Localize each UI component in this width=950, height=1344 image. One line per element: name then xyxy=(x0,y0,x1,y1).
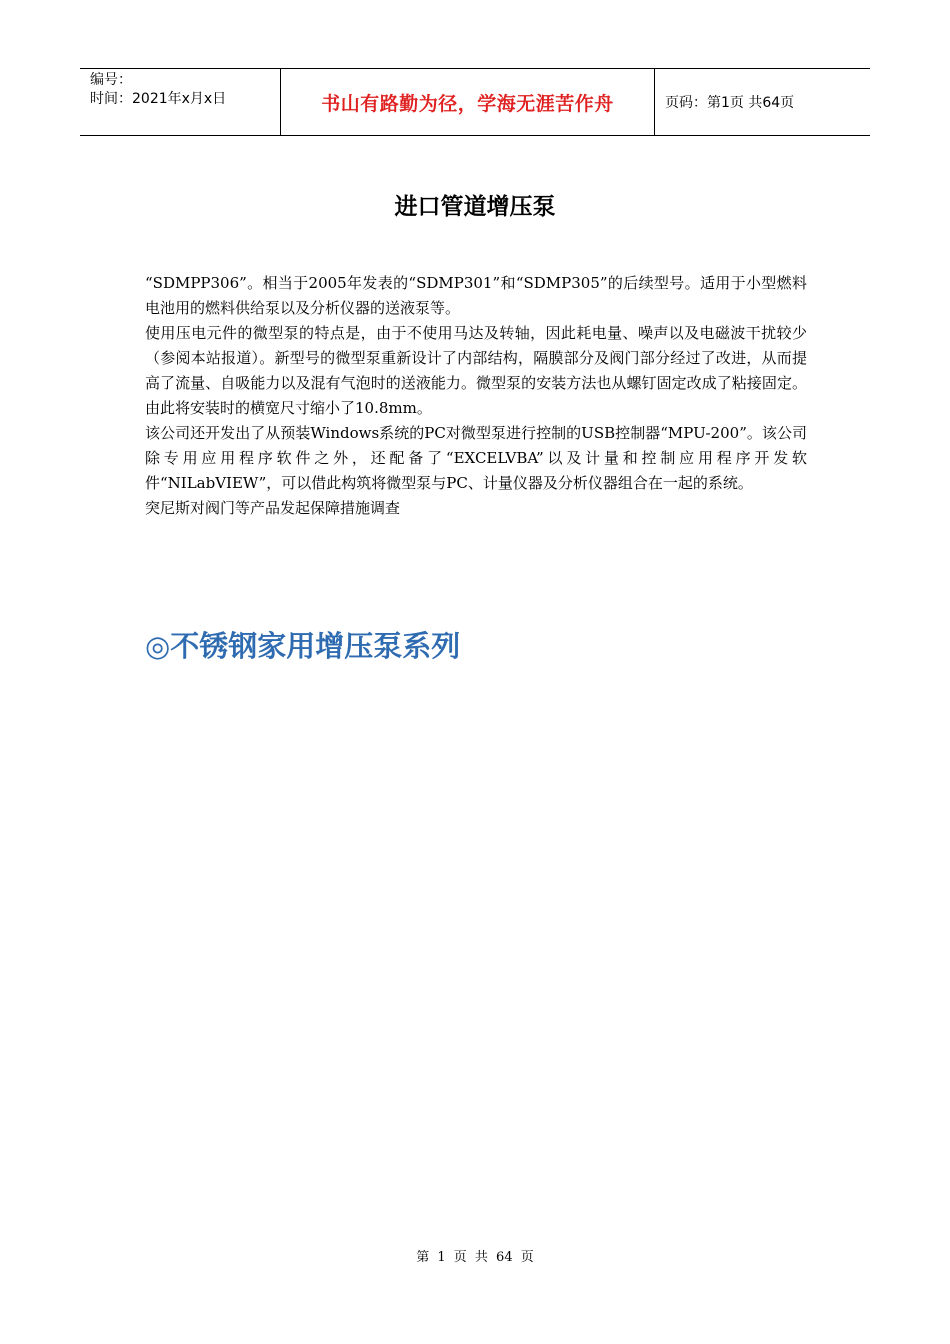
header-page-cell xyxy=(655,69,870,135)
body-text xyxy=(145,271,807,521)
header-page-label: 页码：第1页 共64页 xyxy=(665,95,795,111)
document-number-label: 编号： xyxy=(90,72,132,88)
paragraph: “SDMPP306”。相当于2005年发表的“SDMP301”和“SDMP305”的后续型号。适用于小型燃料电池用的燃料供给泵以及分析仪器的送液泵等。 xyxy=(145,274,807,317)
paragraph: 该公司还开发出了从预装Windows系统的PC对微型泵进行控制的USB控制器“MPU-200”。该公司除专用应用程序软件之外，还配备了“EXCELVBA”以及计量和控制应用程序开发软件“NILabVIEW”，可以借此构筑将微型泵与PC、计量仪器及分析仪器组合在一起的系统。 xyxy=(145,424,807,492)
header-motto-cell xyxy=(281,69,655,135)
paragraph: 使用压电元件的微型泵的特点是，由于不使用马达及转轴，因此耗电量、噪声以及电磁波干扰较少（参阅本站报道）。新型号的微型泵重新设计了内部结构，隔膜部分及阀门部分经过了改进，从而提高了流量、自吸能力以及混有气泡时的送液能力。微型泵的安装方法也从螺钉固定改成了粘接固定。由此将安装时的横宽尺寸缩小了10.8mm。 xyxy=(145,324,807,417)
page-title: 进口管道增压泵 xyxy=(394,194,556,220)
page-footer: 第 1 页 共 64 页 xyxy=(416,1250,534,1265)
document-time-label: 时间：2021年x月x日 xyxy=(90,91,227,107)
header-motto: 书山有路勤为径，学海无涯苦作舟 xyxy=(321,92,614,115)
header-table xyxy=(80,68,870,136)
section-heading: ◎不锈钢家用增压泵系列 xyxy=(145,629,461,663)
paragraph: 突尼斯对阀门等产品发起保障措施调查 xyxy=(145,499,401,517)
header-info-cell xyxy=(80,69,281,135)
